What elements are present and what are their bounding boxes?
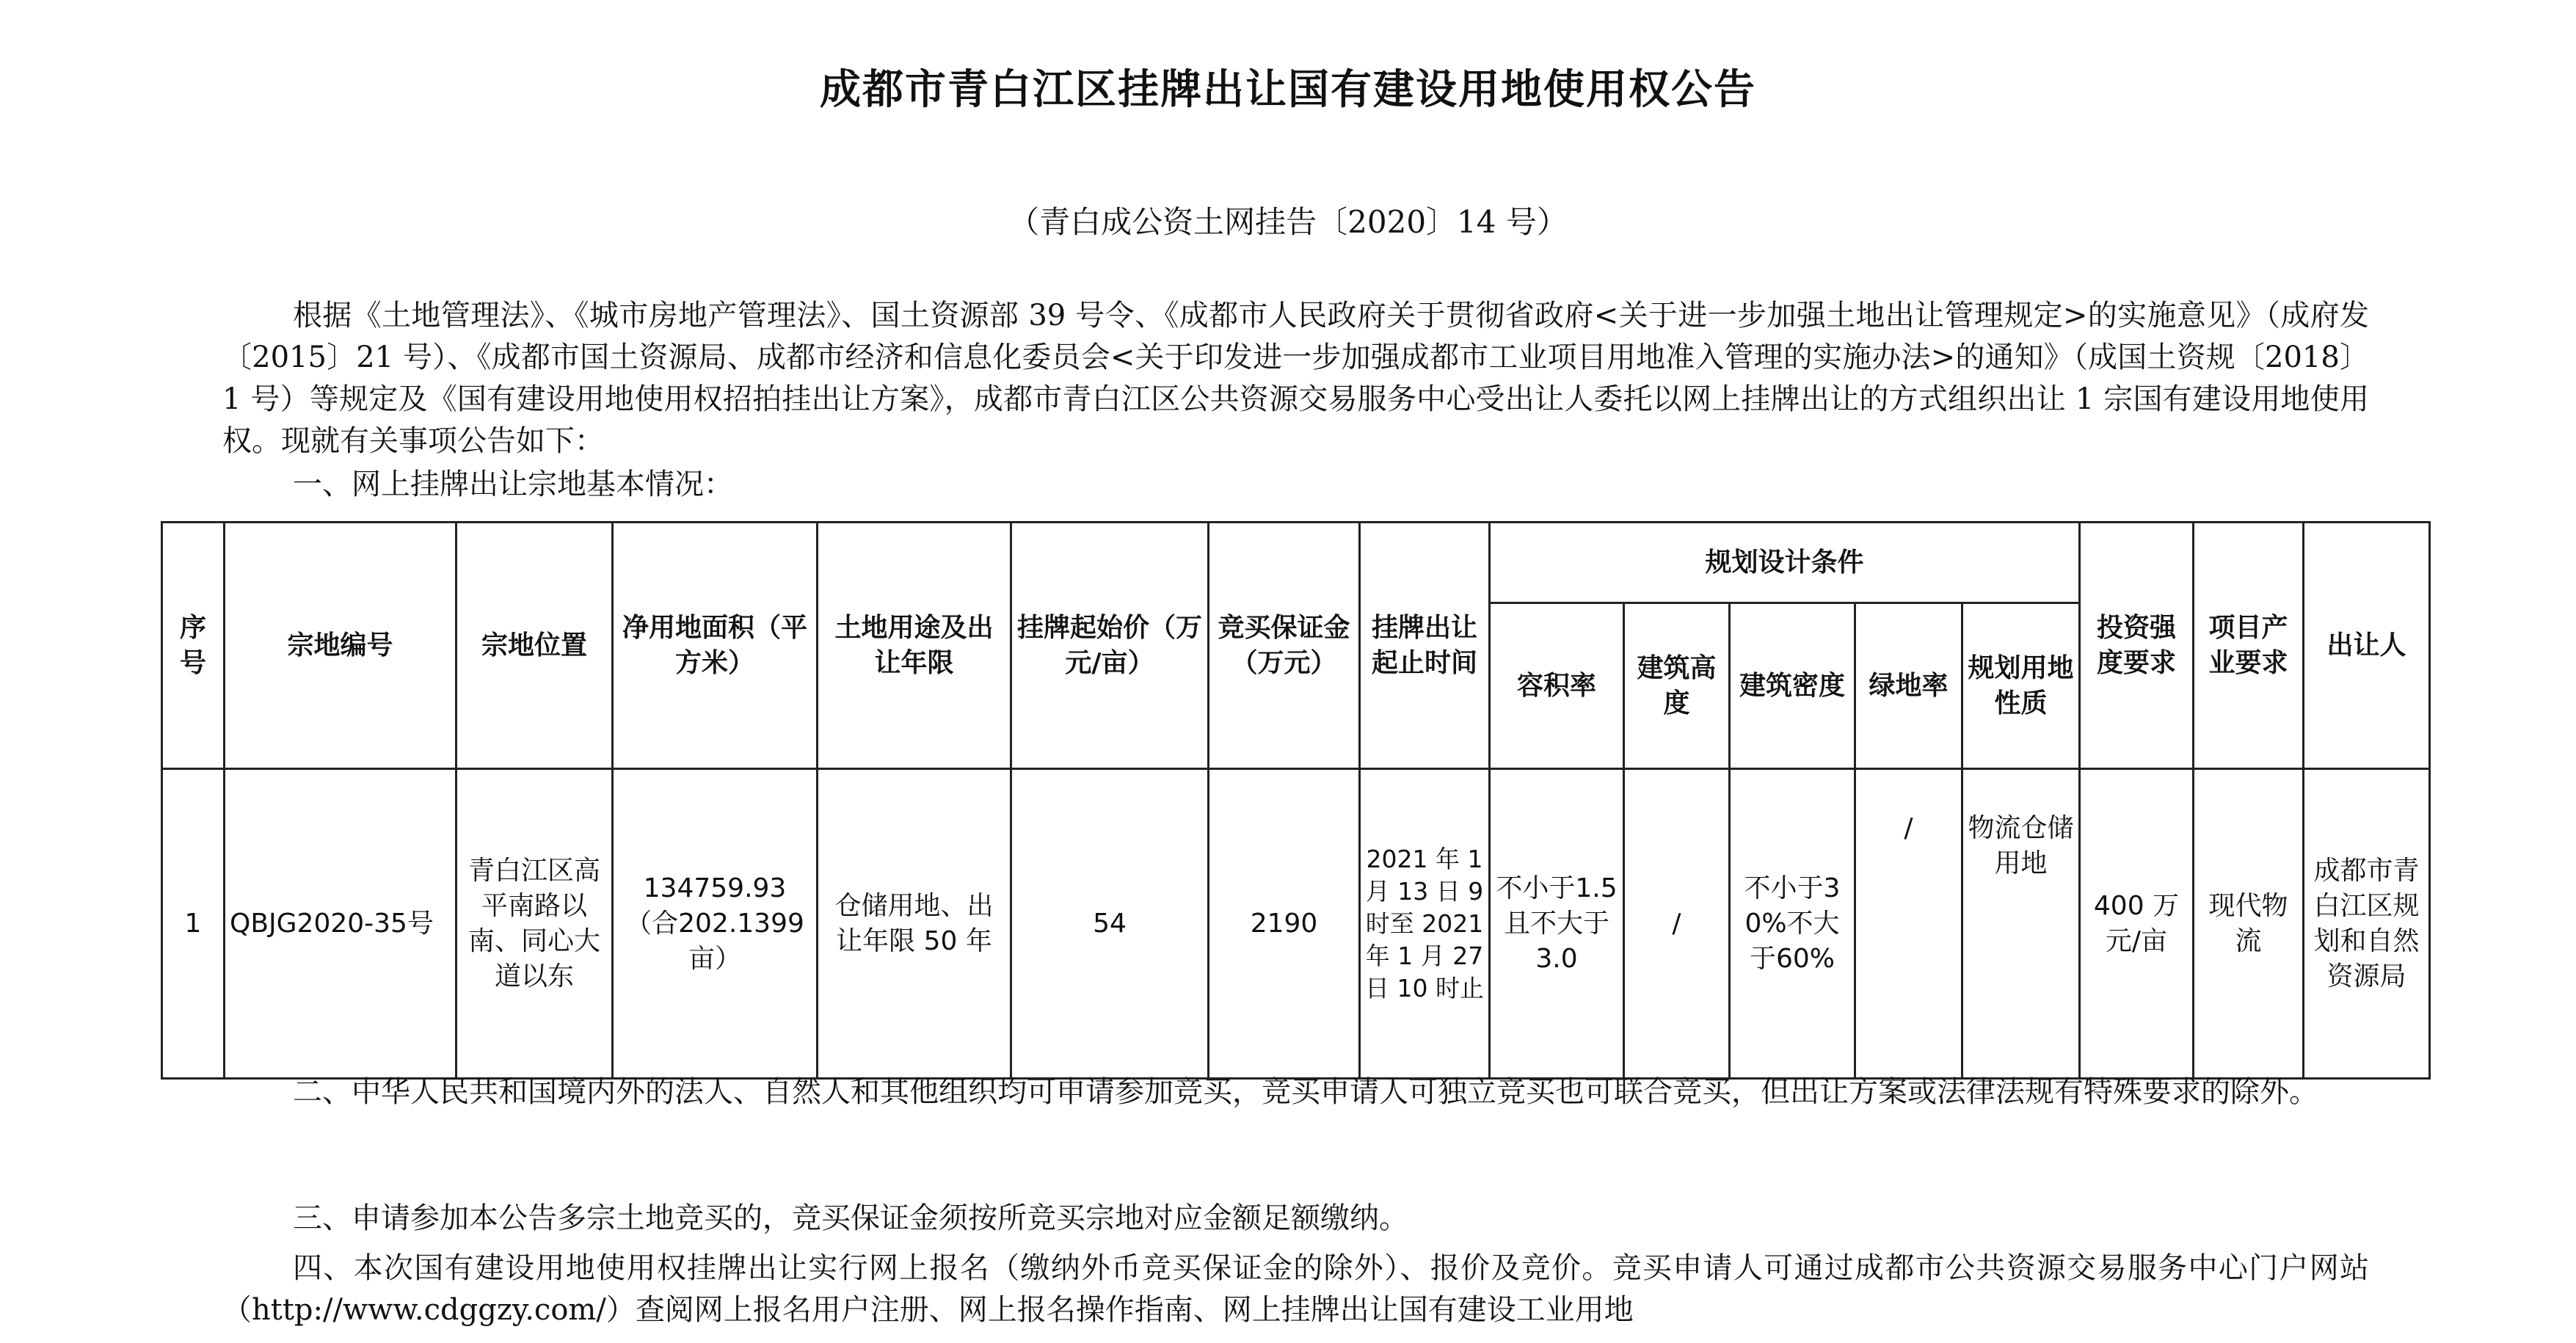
header-deposit: 竞买保证金（万元） bbox=[1209, 523, 1360, 769]
cell-area: 134759.93（合202.1399亩） bbox=[613, 769, 818, 1079]
header-height: 建筑高度 bbox=[1624, 603, 1730, 769]
header-location: 宗地位置 bbox=[456, 523, 613, 769]
cell-start-price: 54 bbox=[1011, 769, 1209, 1079]
cell-seq: 1 bbox=[162, 769, 225, 1079]
document-title: 成都市青白江区挂牌出让国有建设用地使用权公告 bbox=[820, 66, 1756, 114]
header-period: 挂牌出让起止时间 bbox=[1360, 523, 1490, 769]
cell-far: 不小于1.5且不大于3.0 bbox=[1490, 769, 1624, 1079]
header-seq: 序号 bbox=[162, 523, 225, 769]
cell-height: / bbox=[1624, 769, 1730, 1079]
cell-investment: 400 万元/亩 bbox=[2080, 769, 2194, 1079]
cell-density: 不小于30%不大于60% bbox=[1730, 769, 1855, 1079]
table-row bbox=[162, 769, 2430, 1079]
section-3-paragraph: 三、申请参加本公告多宗土地竞买的，竞买保证金须按所竞买宗地对应金额足额缴纳。 bbox=[293, 1201, 1408, 1235]
land-parcel-table bbox=[161, 521, 2431, 1080]
header-green: 绿地率 bbox=[1855, 603, 1962, 769]
intro-paragraph: 根据《土地管理法》、《城市房地产管理法》、国土资源部 39 号令、《成都市人民政府关于贯彻省政府<关于进一步加强土地出让管理规定>的实施意见》（成府发〔2015〕21 号）、《成都市国土资源局、成都市经济和信息化委员会<关于印发进一步加强成都市工业项目用地准入管理的实施办法>的通知》（成国土资规〔2018〕1 号）等规定及《国有建设用地使用权招拍挂出让方案》，成都市青白江区公共资源交易服务中心受出让人委托以网上挂牌出让的方式组织出让 1 宗国有建设用地使用权。现就有关事项公告如下： bbox=[222, 299, 2369, 458]
section-2-paragraph: 二、中华人民共和国境内外的法人、自然人和其他组织均可申请参加竞买，竞买申请人可独立竞买也可联合竞买，但出让方案或法律法规有特殊要求的除外。 bbox=[293, 1075, 2318, 1109]
section-1-heading: 一、网上挂牌出让宗地基本情况： bbox=[293, 467, 733, 501]
header-density: 建筑密度 bbox=[1730, 603, 1855, 769]
cell-parcel-no: QBJG2020-35号 bbox=[225, 769, 456, 1079]
header-industry: 项目产业要求 bbox=[2194, 523, 2304, 769]
cell-land-nature: 物流仓储用地 bbox=[1962, 769, 2080, 1079]
document-number: （青白成公资土网挂告〔2020〕14 号） bbox=[1008, 204, 1568, 240]
cell-location: 青白江区高平南路以南、同心大道以东 bbox=[456, 769, 613, 1079]
cell-usage: 仓储用地、出让年限 50 年 bbox=[818, 769, 1011, 1079]
header-investment: 投资强度要求 bbox=[2080, 523, 2194, 769]
header-planning-group: 规划设计条件 bbox=[1490, 523, 2080, 603]
cell-green: / bbox=[1855, 769, 1962, 1079]
cell-period: 2021 年 1 月 13 日 9 时至 2021 年 1 月 27 日 10 时止 bbox=[1360, 769, 1490, 1079]
header-far: 容积率 bbox=[1490, 603, 1624, 769]
header-area: 净用地面积（平方米） bbox=[613, 523, 818, 769]
header-parcel-no: 宗地编号 bbox=[225, 523, 456, 769]
header-land-nature: 规划用地性质 bbox=[1962, 603, 2080, 769]
header-grantor: 出让人 bbox=[2304, 523, 2430, 769]
cell-grantor: 成都市青白江区规划和自然资源局 bbox=[2304, 769, 2430, 1079]
header-usage: 土地用途及出让年限 bbox=[818, 523, 1011, 769]
header-start-price: 挂牌起始价（万元/亩） bbox=[1011, 523, 1209, 769]
cell-industry: 现代物流 bbox=[2194, 769, 2304, 1079]
section-4-paragraph: 四、本次国有建设用地使用权挂牌出让实行网上报名（缴纳外币竞买保证金的除外）、报价及竞价。竞买申请人可通过成都市公共资源交易服务中心门户网站（http://www.cdggzy.com/）查阅网上报名用户注册、网上报名操作指南、网上挂牌出让国有建设工业用地 bbox=[222, 1251, 2369, 1327]
table-header-row bbox=[162, 523, 2430, 603]
cell-deposit: 2190 bbox=[1209, 769, 1360, 1079]
